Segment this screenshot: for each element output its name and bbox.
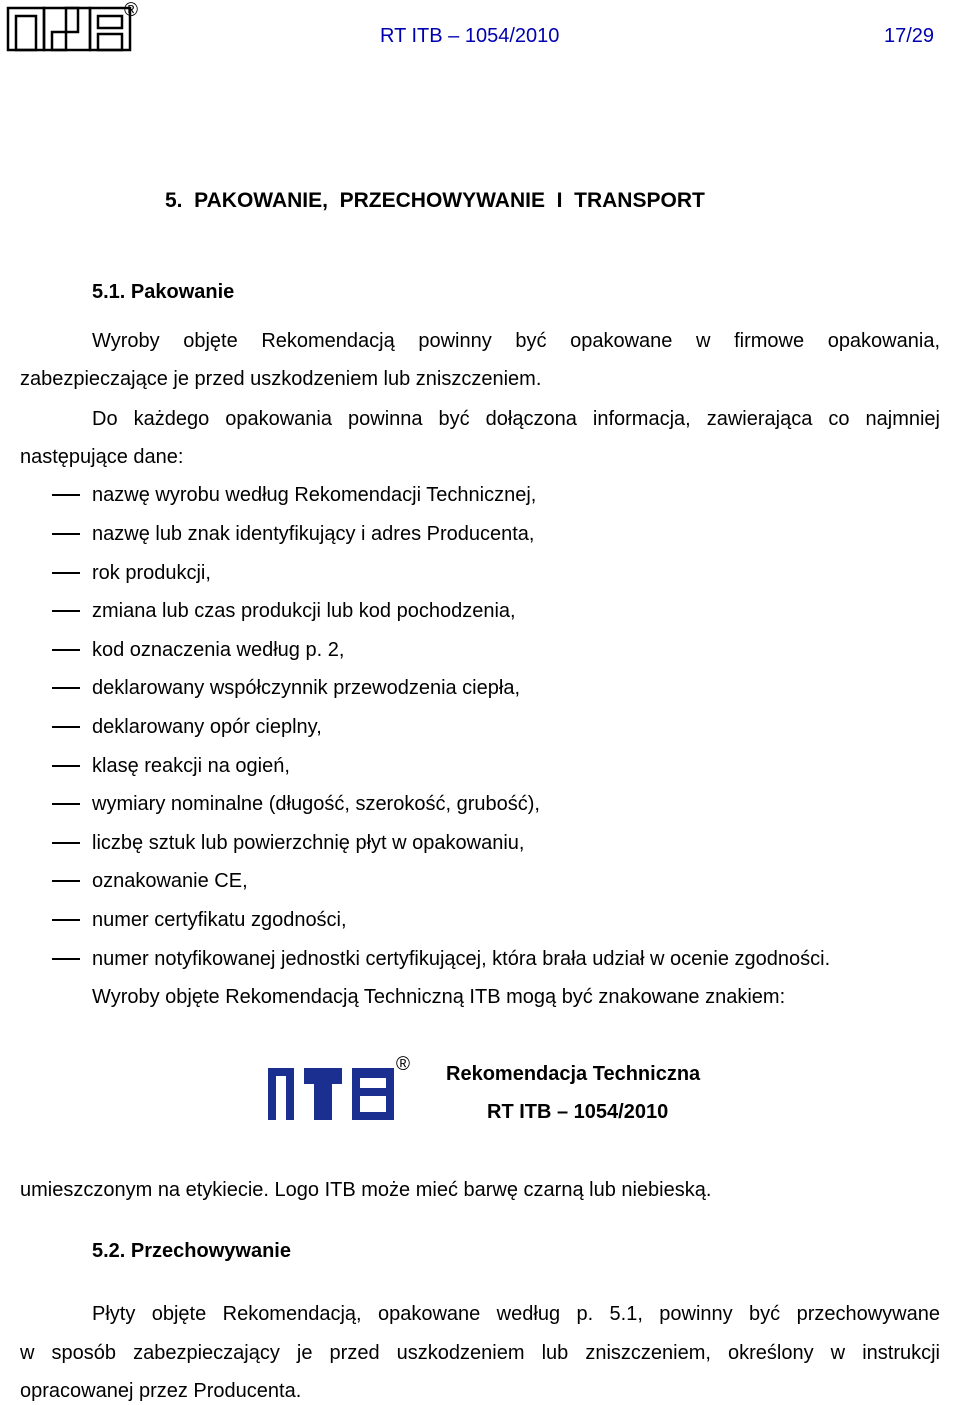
dash-bullet-icon <box>52 572 80 574</box>
subsection-heading-storage: 5.2. Przechowywanie <box>92 1240 291 1262</box>
storage-paragraph-line: Płyty objęte Rekomendacją, opakowane według p. 5.1, powinny być przechowywane <box>92 1303 940 1325</box>
list-item: nazwę wyrobu według Rekomendacji Technicznej, <box>20 482 940 508</box>
after-mark-text: umieszczonym na etykiecie. Logo ITB może mieć barwę czarną lub niebieską. <box>20 1179 712 1201</box>
registered-mark: ® <box>124 0 138 21</box>
dash-bullet-icon <box>52 880 80 882</box>
header-page-number: 17/29 <box>884 25 935 47</box>
storage-paragraph-line: opracowanej przez Producenta. <box>20 1380 302 1402</box>
dash-bullet-icon <box>52 726 80 728</box>
marking-intro: Wyroby objęte Rekomendacją Techniczną ITB mogą być znakowane znakiem: <box>92 986 786 1008</box>
list-item: wymiary nominalne (długość, szerokość, grubość), <box>20 791 940 817</box>
mark-caption-line2: RT ITB – 1054/2010 <box>487 1101 669 1123</box>
header-document-ref: RT ITB – 1054/2010 <box>380 25 560 47</box>
packing-paragraph-line: następujące dane: <box>20 446 184 468</box>
itb-logo-outline-icon <box>6 6 132 52</box>
packing-paragraph-line: zabezpieczające je przed uszkodzeniem lub zniszczeniem. <box>20 368 542 390</box>
dash-bullet-icon <box>52 533 80 535</box>
list-item: kod oznaczenia według p. 2, <box>20 637 940 663</box>
section-title: 5. PAKOWANIE, PRZECHOWYWANIE I TRANSPORT <box>165 189 705 212</box>
dash-bullet-icon <box>52 610 80 612</box>
list-item: deklarowany opór cieplny, <box>20 714 940 740</box>
list-item: nazwę lub znak identyfikujący i adres Producenta, <box>20 521 940 547</box>
list-item: deklarowany współczynnik przewodzenia ciepła, <box>20 675 940 701</box>
list-item: zmiana lub czas produkcji lub kod pochodzenia, <box>20 598 940 624</box>
list-item: klasę reakcji na ogień, <box>20 753 940 779</box>
dash-bullet-icon <box>52 803 80 805</box>
itb-logo-icon <box>268 1068 394 1120</box>
dash-bullet-icon <box>52 842 80 844</box>
list-item: liczbę sztuk lub powierzchnię płyt w opakowaniu, <box>20 830 940 856</box>
registered-mark: ® <box>396 1054 410 1075</box>
dash-bullet-icon <box>52 687 80 689</box>
packing-paragraph-line: Do każdego opakowania powinna być dołączona informacja, zawierająca co najmniej <box>92 408 940 430</box>
dash-bullet-icon <box>52 649 80 651</box>
dash-bullet-icon <box>52 958 80 960</box>
dash-bullet-icon <box>52 765 80 767</box>
dash-bullet-icon <box>52 494 80 496</box>
list-item: oznakowanie CE, <box>20 868 940 894</box>
subsection-heading-packing: 5.1. Pakowanie <box>92 281 235 303</box>
list-item: numer notyfikowanej jednostki certyfikującej, która brała udział w ocenie zgodności. <box>20 946 940 972</box>
list-item: numer certyfikatu zgodności, <box>20 907 940 933</box>
storage-paragraph-line: w sposób zabezpieczający je przed uszkodzeniem lub zniszczeniem, określony w instrukcji <box>20 1342 940 1364</box>
dash-bullet-icon <box>52 919 80 921</box>
mark-caption-line1: Rekomendacja Techniczna <box>446 1063 701 1085</box>
packing-paragraph-line: Wyroby objęte Rekomendacją powinny być opakowane w firmowe opakowania, <box>92 330 940 352</box>
list-item: rok produkcji, <box>20 560 940 586</box>
